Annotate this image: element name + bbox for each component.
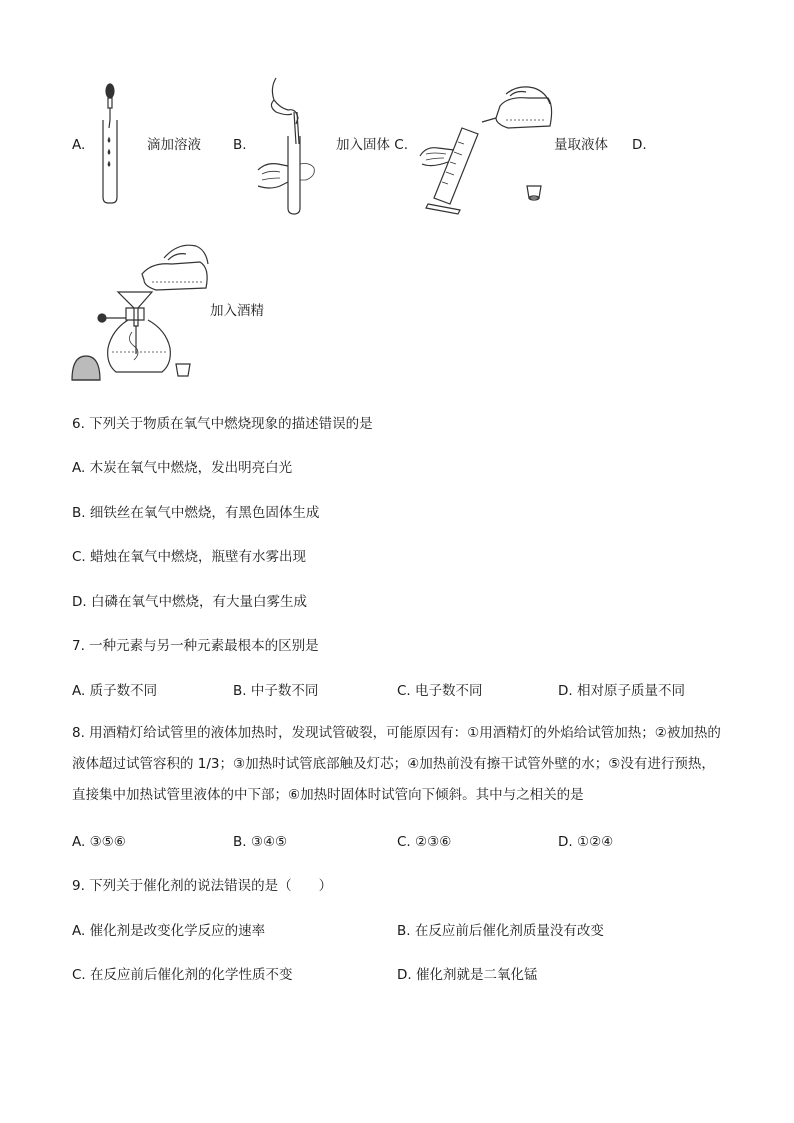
add-alcohol-figure (72, 236, 212, 382)
bottle-stopper-figure (524, 184, 544, 202)
option-d-label: D. (632, 137, 647, 153)
option-d-caption: 加入酒精 (210, 303, 264, 319)
add-solid-figure (256, 78, 324, 218)
q8-option-b: B. ③④⑤ (233, 834, 288, 850)
q9-option-b: B. 在反应前后催化剂质量没有改变 (397, 923, 604, 939)
q6-option-d: D. 白磷在氧气中燃烧，有大量白雾生成 (72, 594, 307, 610)
q9-option-d: D. 催化剂就是二氧化锰 (397, 967, 538, 983)
q6-option-b: B. 细铁丝在氧气中燃烧，有黑色固体生成 (72, 505, 320, 521)
option-c-caption: 量取液体 (554, 137, 608, 153)
q7-option-b: B. 中子数不同 (233, 683, 319, 699)
option-b-caption: 加入固体 C. (336, 137, 409, 153)
q8-option-c: C. ②③⑥ (397, 834, 452, 850)
q8-stem: 8. 用酒精灯给试管里的液体加热时，发现试管破裂，可能原因有：①用酒精灯的外焰给试管加热；②被加热的液体超过试管容积的 1/3；③加热时试管底部触及灯芯；④加热前没有擦干试管外壁的水；⑤没有进行预热，直接集中加热试管里液体的中下部；⑥加热时固体时试管向下倾斜。其中与之相关的是 (72, 725, 721, 803)
q8-option-a: A. ③⑤⑥ (72, 834, 126, 850)
q6-option-a: A. 木炭在氧气中燃烧，发出明亮白光 (72, 460, 293, 476)
q7-option-a: A. 质子数不同 (72, 683, 158, 699)
q9-option-a: A. 催化剂是改变化学反应的速率 (72, 923, 266, 939)
option-b-label: B. (233, 137, 247, 153)
q9-option-c: C. 在反应前后催化剂的化学性质不变 (72, 967, 293, 983)
dropper-test-tube-figure (96, 82, 126, 207)
q9-stem: 9. 下列关于催化剂的说法错误的是（ ） (72, 878, 333, 894)
q7-stem: 7. 一种元素与另一种元素最根本的区别是 (72, 638, 319, 654)
option-a-label: A. (72, 137, 86, 153)
q8-option-d: D. ①②④ (558, 834, 614, 850)
q6-option-c: C. 蜡烛在氧气中燃烧，瓶壁有水雾出现 (72, 549, 307, 565)
option-a-caption: 滴加溶液 (147, 137, 201, 153)
q7-option-d: D. 相对原子质量不同 (558, 683, 685, 699)
q6-stem: 6. 下列关于物质在氧气中燃烧现象的描述错误的是 (72, 416, 373, 432)
q7-option-c: C. 电子数不同 (397, 683, 483, 699)
